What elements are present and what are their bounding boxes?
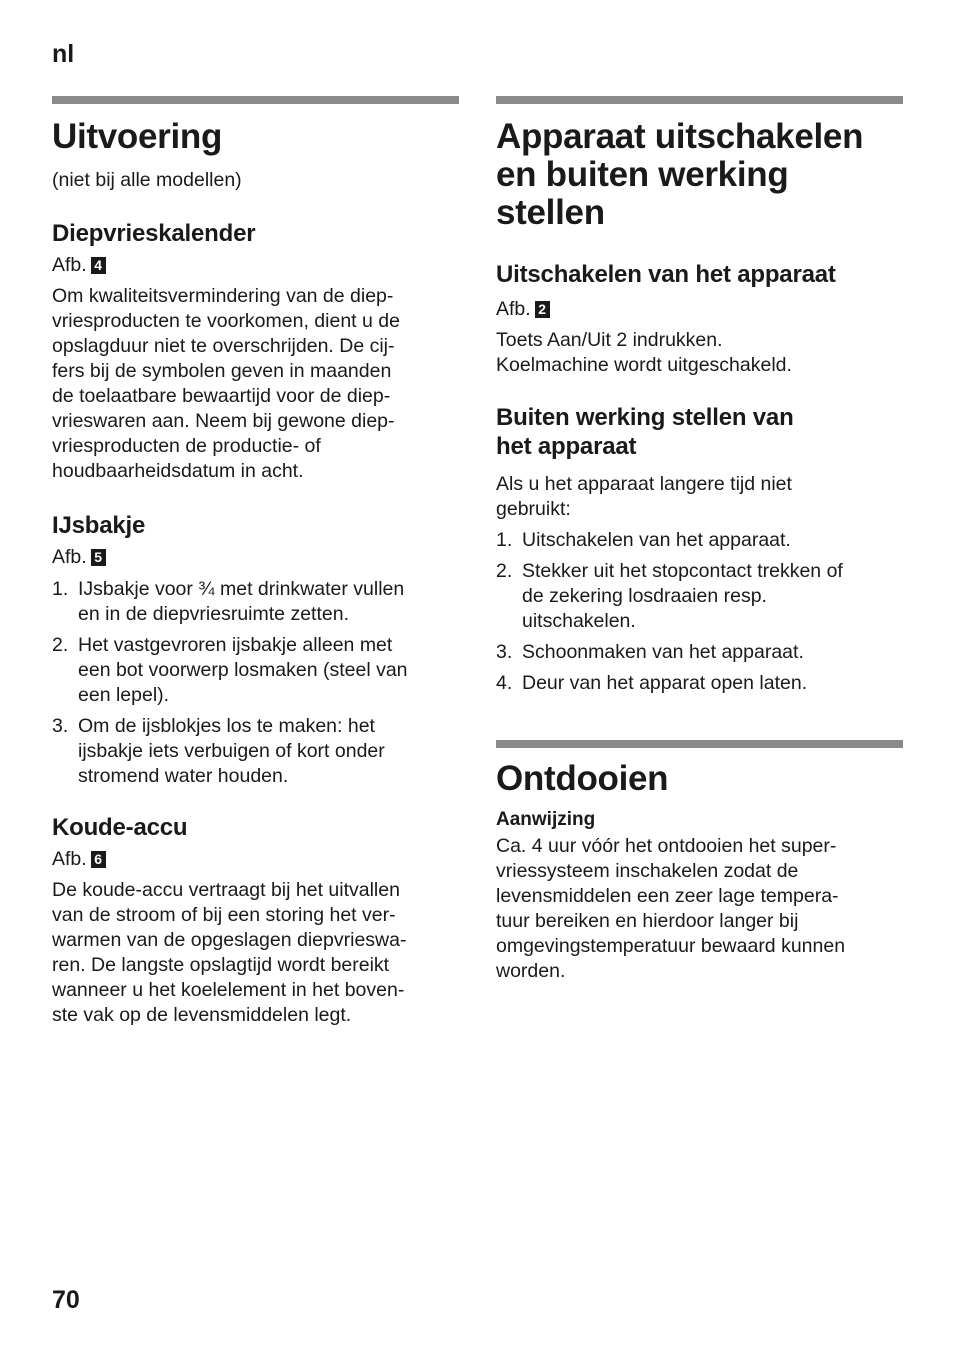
paragraph-koude-accu: De koude-accu vertraagt bij het uitvallen van de stroom of bij een storing het ver- warmen van de opgeslagen diepvrieswa- ren. De langste opslagtijd wordt bereikt wanneer u het koelelement in het boven- ste vak op de levensmiddelen legt.	[52, 879, 407, 1026]
figure-ref	[52, 847, 459, 872]
paragraph-buiten-intro: Als u het apparaat langere tijd niet gebruikt:	[496, 473, 792, 520]
list-buiten-werking	[496, 528, 903, 696]
subtitle: (niet bij alle modellen)	[52, 169, 242, 191]
list-item: 3. Schoonmaken van het apparaat.	[496, 641, 804, 663]
list-item: 1. Uitschakelen van het apparaat.	[496, 529, 791, 551]
paragraph-diepvrieskalender: Om kwaliteitsvermindering van de diep- vriesproducten te voorkomen, dient u de opslagduur niet te overschrijden. De cij- fers bij de symbolen geven in maanden de toelaatbare bewaartijd voor de diep- vrieswaren aan. Neem bij gewone diep- vriesproducten de productie- of houdbaarheidsdatum in acht.	[52, 285, 400, 482]
figure-number-badge: 4	[91, 257, 106, 274]
section-rule	[496, 96, 903, 104]
heading-koude-accu: Koude-accu	[52, 814, 188, 841]
list-ijsbakje	[52, 577, 459, 789]
section-title-uitschakelen: Apparaat uitschakelen en buiten werking stellen	[496, 117, 864, 232]
left-column	[52, 96, 459, 1028]
right-column	[496, 96, 903, 984]
figure-number-badge: 2	[535, 301, 550, 318]
paragraph-ontdooien: Ca. 4 uur vóór het ontdooien het super- vriessysteem inschakelen zodat de levensmiddelen een zeer lage tempera- tuur bereiken en hierdoor langer bij omgevingstemperatuur bewaard kunnen worden.	[496, 835, 846, 982]
figure-number-badge: 6	[91, 851, 106, 868]
list-item: 3. Om de ijsblokjes los te maken: het ijsbakje iets verbuigen of kort onder stromend water houden.	[52, 715, 385, 787]
figure-ref	[52, 545, 459, 570]
list-item: 2. Stekker uit het stopcontact trekken of de zekering losdraaien resp. uitschakelen.	[496, 560, 843, 632]
page-number: 70	[52, 1286, 80, 1314]
figure-ref-label: Afb.	[496, 298, 531, 320]
section-title-uitvoering: Uitvoering	[52, 117, 223, 156]
figure-ref-label: Afb.	[52, 254, 87, 276]
heading-ijsbakje: IJsbakje	[52, 512, 146, 539]
figure-number-badge: 5	[91, 549, 106, 566]
heading-uitschakelen: Uitschakelen van het apparaat	[496, 261, 836, 288]
list-item: 4. Deur van het apparat open laten.	[496, 672, 808, 694]
list-item: 2. Het vastgevroren ijsbakje alleen met een bot voorwerp losmaken (steel van een lepel).	[52, 634, 408, 706]
figure-ref-label: Afb.	[52, 848, 87, 870]
list-item: 1. IJsbakje voor ¾ met drinkwater vullen en in de diepvriesruimte zetten.	[52, 578, 405, 625]
paragraph-uitschakelen: Toets Aan/Uit 2 indrukken. Koelmachine wordt uitgeschakeld.	[496, 329, 792, 376]
figure-ref	[496, 297, 903, 322]
section-title-ontdooien: Ontdooien	[496, 759, 669, 798]
heading-buiten-werking: Buiten werking stellen van het apparaat	[496, 404, 794, 460]
note-heading: Aanwijzing	[496, 809, 596, 830]
section-rule	[496, 740, 903, 748]
heading-diepvrieskalender: Diepvrieskalender	[52, 220, 256, 247]
figure-ref-label: Afb.	[52, 546, 87, 568]
language-label: nl	[52, 40, 75, 68]
figure-ref	[52, 253, 459, 278]
section-rule	[52, 96, 459, 104]
